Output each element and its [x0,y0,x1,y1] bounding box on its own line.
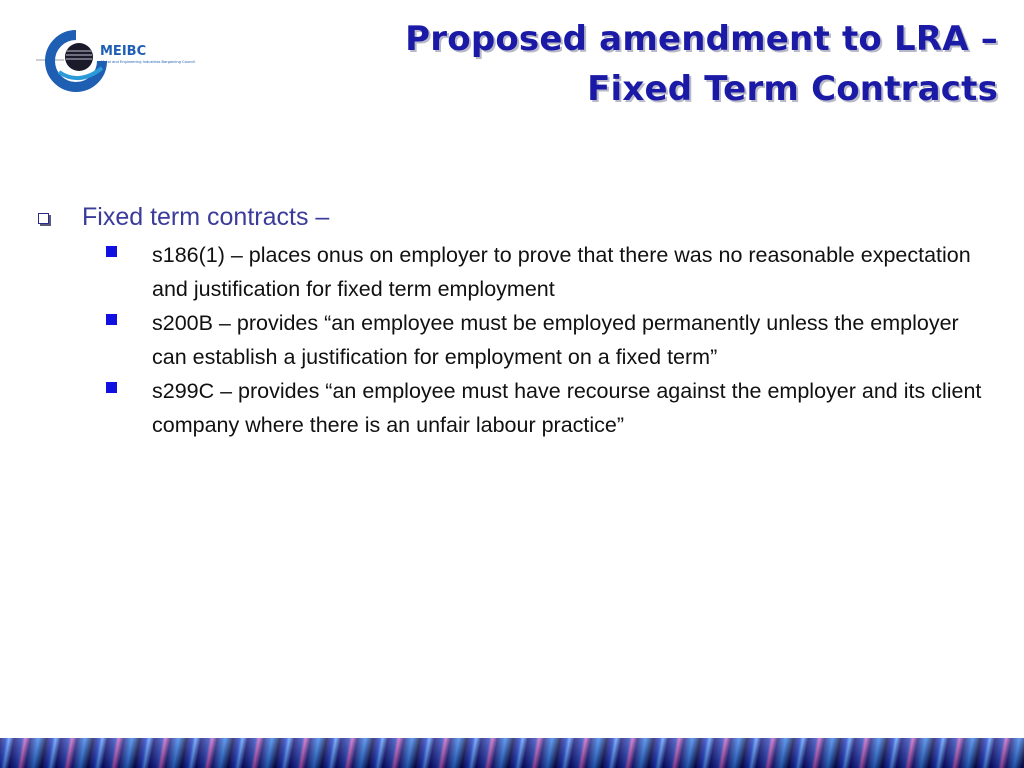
sub-bullet-list [34,238,994,442]
sub-bullet-text: s299C – provides “an employee must have recourse against the employer and its client company where there is an unfair labour practice” [152,379,982,437]
square-bullet-icon [106,246,117,257]
sub-bullet-item [152,306,994,374]
sub-bullet-item [152,238,994,306]
logo-text: MEIBC [100,44,147,59]
meibc-logo-icon [24,24,196,96]
slide-content [34,200,994,442]
meibc-logo [24,24,196,96]
slide-title [278,14,998,114]
logo-subtext: Metal and Engineering Industries Bargaining Council [101,60,196,64]
box-bullet-icon [38,213,49,224]
sub-bullet-text: s200B – provides “an employee must be employed permanently unless the employer can establish a justification for employment on a fixed term” [152,311,959,369]
bullet-level1 [34,200,994,234]
sub-bullet-text: s186(1) – places onus on employer to prove that there was no reasonable expectation and justification for fixed term employment [152,243,971,301]
footer-decorative-band [0,738,1024,768]
slide-title-line1: Proposed amendment to LRA – [405,19,998,59]
square-bullet-icon [106,382,117,393]
square-bullet-icon [106,314,117,325]
sub-bullet-item [152,374,994,442]
bullet-heading: Fixed term contracts – [82,203,330,231]
slide-title-line2: Fixed Term Contracts [587,69,998,109]
